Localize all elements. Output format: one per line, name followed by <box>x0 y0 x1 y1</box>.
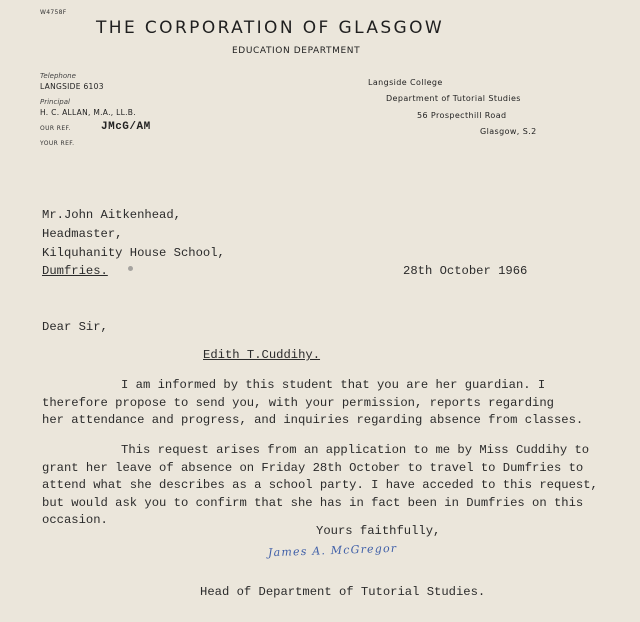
body-line: occasion. <box>42 513 108 527</box>
recipient-line: Dumfries. <box>42 264 108 278</box>
telephone-label: Telephone <box>40 72 76 80</box>
form-code: W4758F <box>40 9 67 16</box>
body-line: grant her leave of absence on Friday 28th October to travel to Dumfries to <box>42 461 584 475</box>
telephone-number: LANGSIDE 6103 <box>40 82 104 91</box>
our-ref-value: JMcG/AM <box>101 121 151 133</box>
organisation-title: THE CORPORATION OF GLASGOW <box>96 18 445 38</box>
signature: James A. McGregor <box>267 541 398 560</box>
our-ref-label: OUR REF. <box>40 125 71 132</box>
recipient-line: Kilquhanity House School, <box>42 246 225 260</box>
body-line: This request arises from an application to me by Miss Cuddihy to <box>121 443 590 457</box>
recipient-line: Headmaster, <box>42 227 123 241</box>
salutation: Dear Sir, <box>42 320 108 334</box>
principal-label: Principal <box>40 98 70 106</box>
signoff-title: Head of Department of Tutorial Studies. <box>200 585 486 599</box>
department-name: EDUCATION DEPARTMENT <box>232 46 361 56</box>
closing: Yours faithfully, <box>316 524 441 538</box>
sender-address-line: Glasgow, S.2 <box>480 127 537 136</box>
recipient-line: Mr.John Aitkenhead, <box>42 208 181 222</box>
principal-name: H. C. ALLAN, M.A., LL.B. <box>40 108 136 117</box>
body-line: therefore propose to send you, with your permission, reports regarding <box>42 396 554 410</box>
body-line: I am informed by this student that you are her guardian. I <box>121 378 546 392</box>
letter-date: 28th October 1966 <box>403 264 528 278</box>
sender-address-line: Langside College <box>368 78 443 87</box>
sender-address-line: 56 Prospecthill Road <box>417 111 507 120</box>
subject-line: Edith T.Cuddihy. <box>203 348 321 362</box>
ink-spot <box>128 266 133 271</box>
body-line: but would ask you to confirm that she has in fact been in Dumfries on this <box>42 496 584 510</box>
body-line: attend what she describes as a school party. I have acceded to this request, <box>42 478 598 492</box>
sender-address-line: Department of Tutorial Studies <box>386 94 521 103</box>
your-ref-label: YOUR REF. <box>40 140 75 147</box>
body-line: her attendance and progress, and inquiries regarding absence from classes. <box>42 413 584 427</box>
